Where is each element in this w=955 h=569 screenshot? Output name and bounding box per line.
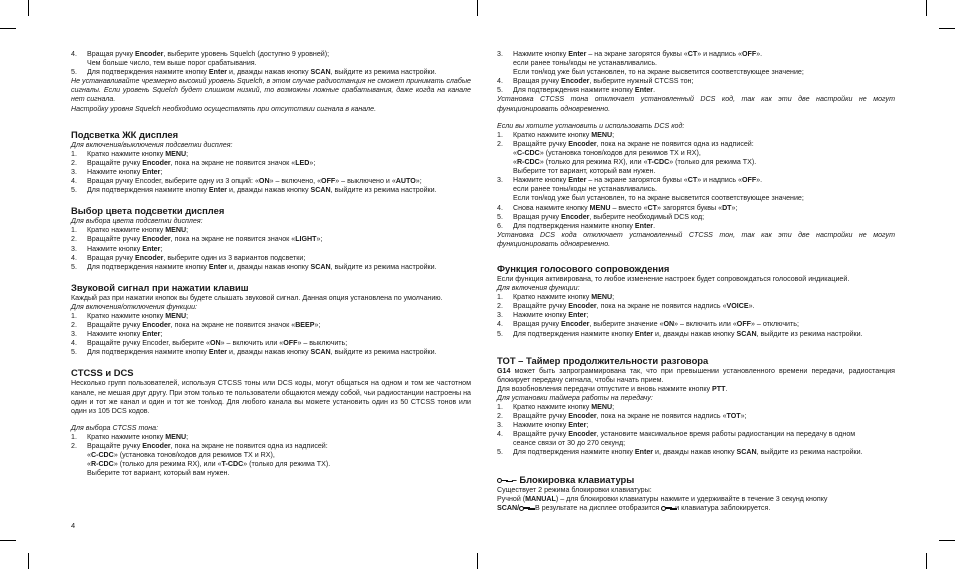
list-item: 1. Кратко нажмите кнопку MENU; — [71, 311, 189, 320]
key-lock-icon — [519, 505, 531, 511]
section-intro: Для включения/отключения функции: — [71, 302, 197, 311]
squelch-note-2: Настройку уровня Squelch необходимо осуществлять при отсутствии сигнала в канале. — [71, 104, 377, 113]
list-number: 4. — [71, 50, 77, 58]
list-item: 2. Вращайте ручку Encoder, пока на экране не появится одна из надписей: — [497, 139, 754, 148]
list-item: 5. Для подтверждения нажмите кнопку Enter. — [497, 86, 656, 95]
right-column: 3. Нажмите кнопку Enter – на экране загорятся буквы «CT» и надпись «OFF». если ранее тоны/коды не устанавливались. Если тон/код уже был установлен, то на экране высветится соответствующее значение; 4. Вращая ручку Encoder, выберите нужный CTCSS тон; 5. Для подтверждения нажмите кнопку Enter. Установка CTCSS тона отключает установленный DCS код, так как эти две настройки не могут функционировать одновременно. Если вы хотите установить и использовать DCS код: 1. Кратко нажмите кнопку MENU; 2. Вращайте ручку Encoder, пока на экране не появится одна из надписей: «C-CDC» (установка тонов/кодов для режимов TX и RX), «R-CDC» (только для режима RX), или «T-CDC» (только для режима TX). Выберите тот вариант, который вам нужен. 3. Нажмите кнопку Enter – на экране загорятся буквы «CT» и надпись «OFF». если ранее тоны/коды не устанавливались. Если тон/код уже был установлен, то на экране высветится соответствующее значение; 4. Снова нажмите кнопку MENU – вместо «CT» загорятся буквы «DT»; 5. Вращая ручку Encoder, выберите необходимый DCS код; 6. Для подтверждения нажмите кнопку Enter. Установка DCS кода отключает установленный CTCSS тон, так как эти две настройки не могут функционировать одновременно. Функция голосового сопровождения Если функция активирована, то любое изменение настроек будет сопровождаться голосовой индикацией. Для включения функции: 1. Кратко нажмите кнопку MENU; 2. Вращайте ручку Encoder, пока на экране не появится надпись «VOICE». 3. Нажмите кнопку Enter; 4. Вращая ручку Encoder, выберите значение «ON» – включить или «OFF» – отключить; 5. Для подтверждения нажмите кнопку Enter и, дважды нажав кнопку SCAN, выйдите из режима настройки. TOT – Таймер продолжительности разговора G14 может быть запрограммирована так, что при превышении установленного времени передачи, радиостанция блокирует передачу сигнала, чтобы начать прием. Для возобновления передачи отпустите и вновь нажмите кнопку PTT. Для установки таймера работы на передачу: 1. Кратко нажмите кнопку MENU; 2. Вращайте ручку Encoder, пока на экране не появится надпись «TOT»; 3. Нажмите кнопку Enter; 4. Вращайте ручку Encoder, установите максимальное время работы радиостанции на передачу в одном сеансе связи от 30 до 270 секунд; 5. Для подтверждения нажмите кнопку Enter и, дважды нажав кнопку SCAN, выйдите из режима настройки. – Блокировка клавиатуры Существует 2 режима блокировки клавиатуры: Ручной (MANUAL) – для блокировки клавиатуры нажмите и удерживайте в течение 3 секунд кнопку SCAN/ . В результате на дисплее отобразится и клавиатура заблокируется. — [497, 50, 895, 512]
section-intro: Для выбора цвета подсветки дисплея: — [71, 217, 203, 226]
list-item: 5. Для подтверждения нажмите кнопку Enter и, дважды нажав кнопку SCAN, выйдите из режима настройки. — [71, 68, 437, 77]
list-item: 6. Для подтверждения нажмите кнопку Enter. — [497, 221, 656, 230]
section-intro: Для выбора CTCSS тона: — [71, 423, 159, 432]
key-lock-icon — [661, 505, 673, 511]
list-item: 4. Вращая ручку Encoder, выберите уровень Squelch (доступно 9 уровней); — [71, 50, 330, 58]
squelch-note: Не устанавливайте чрезмерно высокий уровень Squelch, в этом случае радиостанция не сможет принимать слабые сигналы. Если уровень Squelch будет слишком низкий, то возможны ложные срабатывания, даже когда на канале нет сигнала. — [71, 77, 471, 104]
crop-mark — [926, 553, 927, 569]
section-intro: Для установки таймера работы на передачу: — [497, 393, 653, 402]
section-intro: Если вы хотите установить и использовать DCS код: — [497, 121, 685, 130]
list-item: 1. Кратко нажмите кнопку MENU; — [497, 130, 615, 139]
list-item: 2. Вращайте ручку Encoder, пока на экране не появится значок «BEEP»; — [71, 321, 321, 330]
list-item: 2. Вращайте ручку Encoder, пока на экране не появится надпись «TOT»; — [497, 412, 747, 421]
section-description: G14 может быть запрограммирована так, что при превышении установленного времени передачи, радиостанция блокирует передачу сигнала, чтобы начать прием. — [497, 366, 895, 384]
section-heading-beep: Звуковой сигнал при нажатии клавиш — [71, 281, 249, 293]
key-lock-icon — [497, 477, 509, 483]
list-item: 1. Кратко нажмите кнопку MENU; — [71, 149, 189, 158]
list-item: 2. Вращайте ручку Encoder, пока на экране не появится значок «LED»; — [71, 158, 316, 167]
crop-mark — [0, 540, 16, 541]
crop-mark — [926, 0, 927, 16]
list-item: 1. Кратко нажмите кнопку MENU; — [497, 403, 615, 411]
section-heading-tot: TOT – Таймер продолжительности разговора — [497, 354, 709, 366]
list-item: 4. Вращая ручку Encoder, выберите значение «ON» – включить или «OFF» – отключить; — [497, 320, 799, 329]
crop-mark — [28, 0, 29, 16]
list-item: 5. Вращая ручку Encoder, выберите необходимый DCS код; — [497, 212, 705, 221]
section-heading-backlight: Подсветка ЖК дисплея — [71, 128, 179, 140]
crop-mark — [477, 553, 478, 569]
list-item: 1. Кратко нажмите кнопку MENU; — [497, 293, 615, 302]
list-item: 3. Нажмите кнопку Enter; — [71, 244, 163, 253]
list-item: 5. Для подтверждения нажмите кнопку Enter и, дважды нажав кнопку SCAN, выйдите из режима настройки. — [497, 329, 863, 338]
list-item: 4. Вращая ручку Encoder, выберите один из 3 вариантов подсветки; — [71, 253, 306, 262]
list-item-continuation: Чем больше число, тем выше порог срабатывания. — [87, 59, 257, 68]
list-item: 4. Вращая ручку Encoder, выберите нужный CTCSS тон; — [497, 77, 694, 86]
section-heading-voice: Функция голосового сопровождения — [497, 262, 670, 274]
dcs-note: Установка DCS кода отключает установленный CTCSS тон, так как эти две настройки не могут функционировать одновременно. — [497, 230, 895, 248]
crop-mark — [477, 0, 478, 16]
section-intro: Для включения/выключения подсветки дисплея: — [71, 140, 233, 149]
list-item: 3. Нажмите кнопку Enter; — [497, 421, 589, 430]
ctcss-note: Установка CTCSS тона отключает установленный DCS код, так как эти две настройки не могут функционировать одновременно. — [497, 95, 895, 113]
list-item: 5. Для подтверждения нажмите кнопку Enter и, дважды нажав кнопку SCAN, выйдите из режима настройки. — [497, 448, 863, 457]
crop-mark — [939, 28, 955, 29]
crop-mark — [939, 540, 955, 541]
section-description: Для возобновления передачи отпустите и вновь нажмите кнопку PTT. — [497, 384, 728, 393]
list-item: 4. Снова нажмите кнопку MENU – вместо «CT» загорятся буквы «DT»; — [497, 203, 738, 212]
list-item: 3. Нажмите кнопку Enter – на экране загорятся буквы «CT» и надпись «OFF». — [497, 50, 763, 58]
section-heading-keylock: – Блокировка клавиатуры — [497, 474, 895, 485]
left-column — [71, 50, 471, 478]
list-item: 3. Нажмите кнопку Enter; — [71, 330, 163, 339]
list-item-continuation: «C-CDC» (установка тонов/кодов для режимов TX и RX), — [87, 451, 275, 460]
list-item: 5. Для подтверждения нажмите кнопку Enter и, дважды нажав кнопку SCAN, выйдите из режима настройки. — [71, 348, 437, 357]
page-number: 4 — [71, 521, 76, 530]
list-item: 2. Вращайте ручку Encoder, пока на экране не появится значок «LIGHT»; — [71, 235, 323, 244]
list-item: 4. Вращайте ручку Encoder, установите максимальное время работы радиостанции на передачу в одном — [497, 430, 856, 439]
list-item: 3. Нажмите кнопку Enter; — [71, 167, 163, 176]
section-heading-ctcss: CTCSS и DCS — [71, 367, 134, 379]
list-item: 5. Для подтверждения нажмите кнопку Enter и, дважды нажав кнопку SCAN, выйдите из режима настройки. — [71, 186, 437, 195]
list-item-continuation: Выберите тот вариант, который вам нужен. — [87, 469, 230, 478]
list-item: 4. Вращая ручку Encoder, выберите одну из 3 опций: «ON» – включено, «OFF» – выключено и «AUTO»; — [71, 177, 422, 186]
list-item: 5. Для подтверждения нажмите кнопку Enter и, дважды нажав кнопку SCAN, выйдите из режима настройки. — [71, 262, 437, 271]
list-item: 2. Вращайте ручку Encoder, пока на экране не появится надпись «VOICE». — [497, 302, 755, 311]
crop-mark — [28, 553, 29, 569]
section-heading-color: Выбор цвета подсветки дисплея — [71, 205, 225, 217]
list-item: 4. Вращайте ручку Encoder, выберите «ON» – включить или «OFF» – выключить; — [71, 339, 348, 348]
list-item: 1. Кратко нажмите кнопку MENU; — [71, 432, 189, 441]
list-item: 2. Вращайте ручку Encoder, пока на экране не появится одна из надписей: — [71, 442, 328, 450]
list-item: 1. Кратко нажмите кнопку MENU; — [71, 226, 189, 235]
section-description: Несколько групп пользователей, используя CTCSS тоны или DCS коды, могут общаться на одном и том же частотном канале, не мешая друг другу. При этом только те пользователи общаются между собой, чьи радиостанции настроены на один и тот же канал и один и тот же тон/код. Для любого канала вы можете установить один из 50 CTCSS тонов или один из 105 DCS кодов. — [71, 379, 471, 415]
section-description: Каждый раз при нажатии кнопок вы будете слышать звуковой сигнал. Данная опция установлена по умолчанию. — [71, 293, 443, 302]
list-item: 3. Нажмите кнопку Enter; — [497, 311, 589, 320]
list-item: 3. Нажмите кнопку Enter – на экране загорятся буквы «CT» и надпись «OFF». — [497, 176, 763, 185]
list-item-continuation: «R-CDC» (только для режима RX), или «T-CDC» (только для режима TX). — [87, 460, 331, 469]
crop-mark — [0, 28, 16, 29]
section-intro: Для включения функции: — [497, 284, 580, 293]
section-description: Если функция активирована, то любое изменение настроек будет сопровождаться голосовой индикацией. — [497, 274, 850, 283]
